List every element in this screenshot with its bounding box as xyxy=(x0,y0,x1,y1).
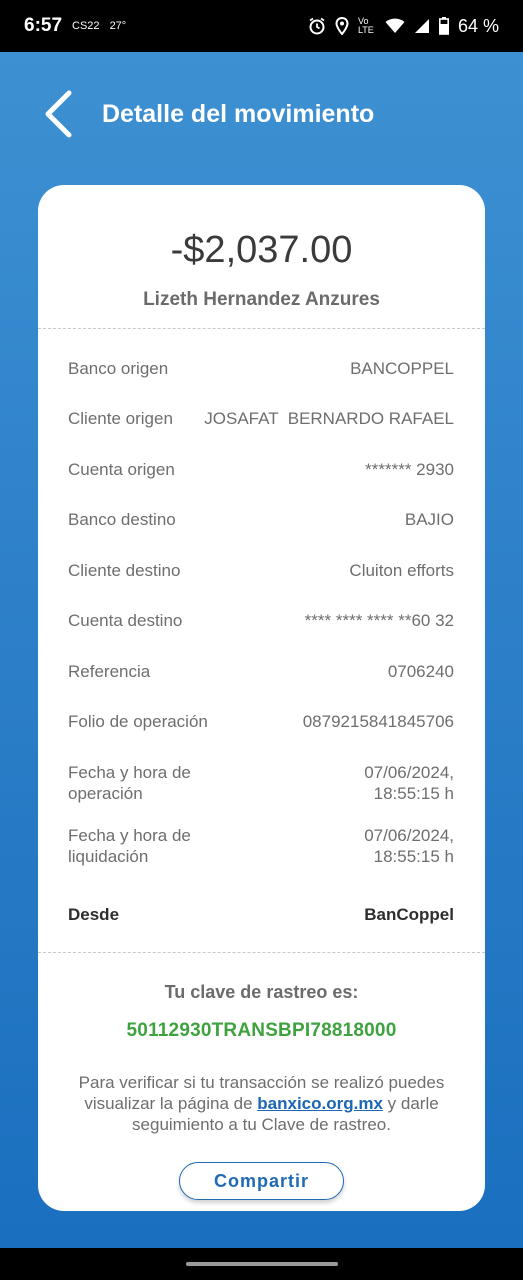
tracking-title: Tu clave de rastreo es: xyxy=(164,982,359,1002)
detail-value: BANCOPPEL xyxy=(350,359,454,378)
movement-detail-card xyxy=(38,185,485,1211)
banxico-link[interactable]: banxico.org.mx xyxy=(257,1094,383,1113)
divider xyxy=(38,952,485,953)
detail-row-cliente-origen xyxy=(68,408,454,429)
detail-value: 07/06/2024, 18:55:15 h xyxy=(364,826,454,866)
detail-label: Cliente origen xyxy=(68,409,173,428)
detail-value: JOSAFAT BERNARDO RAFAEL xyxy=(204,409,454,428)
location-icon xyxy=(335,17,349,35)
detail-value: 0706240 xyxy=(387,662,454,681)
detail-row-referencia xyxy=(68,661,454,682)
detail-value: ******* 2930 xyxy=(365,460,454,479)
detail-row-fecha-liquidacion xyxy=(68,825,454,867)
status-time: 6:57 xyxy=(24,15,63,36)
detail-row-banco-origen xyxy=(68,358,454,379)
detail-label: Banco destino xyxy=(68,510,176,529)
alarm-icon xyxy=(308,17,326,35)
detail-value: 0879215841845706 xyxy=(302,712,454,731)
network-label: Vo LTE xyxy=(357,16,374,35)
detail-label: Desde xyxy=(68,905,120,924)
detail-row-desde xyxy=(68,904,454,925)
status-indicator: CS22 xyxy=(72,20,100,32)
back-button[interactable] xyxy=(38,88,78,140)
detail-value: BanCoppel xyxy=(364,905,454,924)
detail-label: Cliente destino xyxy=(68,561,181,580)
wifi-icon xyxy=(385,18,405,34)
detail-label: Cuenta origen xyxy=(68,460,175,479)
tracking-info-text: Para verificar si tu transacción se realizó puedes visualizar la página de xyxy=(78,1073,445,1113)
status-bar xyxy=(0,0,523,52)
recipient-name: Lizeth Hernandez Anzures xyxy=(143,289,380,310)
chevron-left-icon xyxy=(43,90,73,138)
detail-value: **** **** **** **60 32 xyxy=(304,611,454,630)
tracking-info-text-end: y darle seguimiento a tu Clave de rastreo. xyxy=(132,1094,439,1134)
signal-icon xyxy=(414,18,430,34)
page-title: Detalle del movimiento xyxy=(102,100,375,128)
detail-label: Fecha y hora de operación xyxy=(68,763,191,803)
battery-level: 64 % xyxy=(457,15,499,36)
detail-row-cuenta-origen xyxy=(68,459,454,480)
detail-row-fecha-operacion xyxy=(68,762,454,804)
detail-row-folio xyxy=(68,711,454,732)
tracking-info xyxy=(58,1072,465,1135)
detail-label: Folio de operación xyxy=(68,712,208,731)
detail-label: Fecha y hora de liquidación xyxy=(68,826,191,866)
movement-amount: -$2,037.00 xyxy=(170,229,353,271)
detail-row-cliente-destino xyxy=(68,560,454,581)
detail-value: Cluiton efforts xyxy=(349,561,454,580)
header xyxy=(0,84,523,144)
status-temperature: 27° xyxy=(109,20,127,32)
home-handle[interactable] xyxy=(186,1262,338,1266)
detail-value: 07/06/2024, 18:55:15 h xyxy=(364,763,454,803)
detail-label: Banco origen xyxy=(68,359,169,378)
detail-row-cuenta-destino xyxy=(68,610,454,631)
battery-icon xyxy=(439,17,449,35)
detail-label: Referencia xyxy=(68,662,151,681)
detail-value: BAJIO xyxy=(404,510,454,529)
detail-row-banco-destino xyxy=(68,509,454,530)
app-screen xyxy=(0,52,523,1248)
detail-label: Cuenta destino xyxy=(68,611,183,630)
divider xyxy=(38,328,485,329)
navigation-bar xyxy=(0,1248,523,1280)
share-button[interactable]: Compartir xyxy=(179,1162,344,1200)
tracking-code: 50112930TRANSBPI78818000 xyxy=(126,1020,397,1041)
